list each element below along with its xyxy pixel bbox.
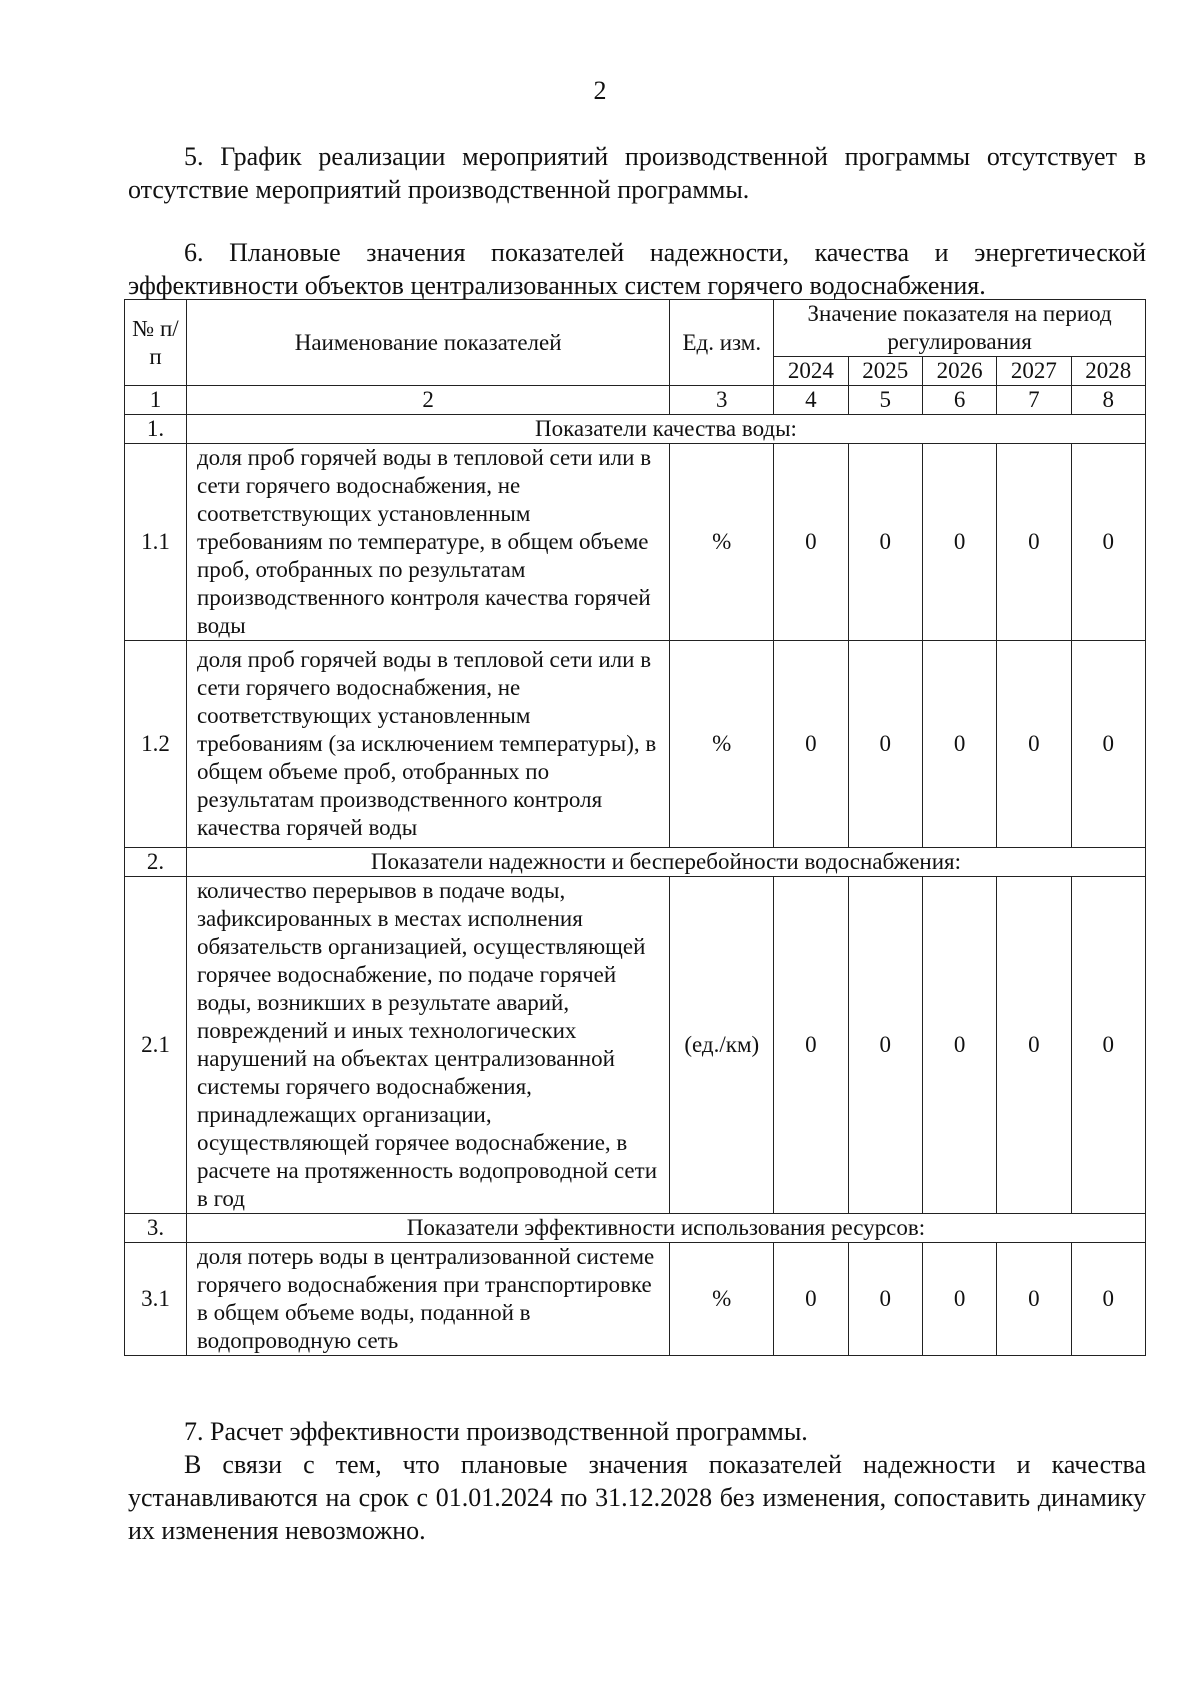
column-number: 8 <box>1071 386 1145 415</box>
indicator-value: 0 <box>848 444 922 641</box>
column-numbers-row <box>125 386 1146 415</box>
header-row <box>125 300 1146 357</box>
column-number: 7 <box>997 386 1071 415</box>
indicator-number: 1.2 <box>125 641 187 848</box>
indicator-value: 0 <box>997 877 1071 1214</box>
page-number: 2 <box>593 76 607 105</box>
indicator-value: 0 <box>1071 1243 1145 1356</box>
column-number: 4 <box>774 386 848 415</box>
indicator-value: 0 <box>997 444 1071 641</box>
indicator-name: доля проб горячей воды в тепловой сети или в сети горячего водоснабжения, не соответствующих установленным требованиям по температуре, в общем объеме проб, отобранных по результатам производственного контроля качества горячей воды <box>186 444 669 641</box>
indicator-name: количество перерывов в подаче воды, зафиксированных в местах исполнения обязательств организацией, осуществляющей горячее водоснабжение, по подаче горячей воды, возникших в результате аварий, повреждений и иных технологических нарушений на объектах централизованной системы горячего водоснабжения, принадлежащих организации, осуществляющей горячее водоснабжение, в расчете на протяженность водопроводной сети в год <box>186 877 669 1214</box>
section-title: Показатели надежности и бесперебойности водоснабжения: <box>186 848 1145 877</box>
indicator-unit: % <box>670 1243 774 1356</box>
indicator-number: 2.1 <box>125 877 187 1214</box>
indicator-row <box>125 877 1146 1214</box>
indicator-row <box>125 641 1146 848</box>
header-year: 2026 <box>922 357 996 386</box>
section-row <box>125 1214 1146 1243</box>
header-year: 2027 <box>997 357 1071 386</box>
header-year: 2025 <box>848 357 922 386</box>
indicator-value: 0 <box>922 877 996 1214</box>
indicator-value: 0 <box>1071 877 1145 1214</box>
indicator-value: 0 <box>922 641 996 848</box>
section-7-title: 7. Расчет эффективности производственной программы. <box>184 1417 808 1446</box>
header-name: Наименование показателей <box>186 300 669 386</box>
section-5-paragraph <box>128 140 1146 206</box>
indicator-value: 0 <box>922 444 996 641</box>
indicators-table <box>124 299 1146 1356</box>
section-row <box>125 415 1146 444</box>
header-period: Значение показателя на период регулирования <box>774 300 1146 357</box>
indicator-value: 0 <box>774 877 848 1214</box>
indicator-value: 0 <box>848 641 922 848</box>
indicator-value: 0 <box>997 1243 1071 1356</box>
indicator-unit: % <box>670 444 774 641</box>
indicator-value: 0 <box>848 1243 922 1356</box>
indicator-value: 0 <box>774 1243 848 1356</box>
indicator-name: доля проб горячей воды в тепловой сети или в сети горячего водоснабжения, не соответствующих установленным требованиям (за исключением температуры), в общем объеме проб, отобранных по результатам производственного контроля качества горячей воды <box>186 641 669 848</box>
indicator-value: 0 <box>774 444 848 641</box>
section-5-text: 5. График реализации мероприятий производственной программы отсутствует в отсутствие мероприятий производственной программы. <box>128 142 1146 204</box>
section-number: 1. <box>125 415 187 444</box>
indicator-value: 0 <box>1071 641 1145 848</box>
column-number: 2 <box>186 386 669 415</box>
section-6-text: 6. Плановые значения показателей надежности, качества и энергетической эффективности объектов централизованных систем горячего водоснабжения. <box>128 238 1146 300</box>
header-num: № п/п <box>125 300 187 386</box>
indicator-row <box>125 1243 1146 1356</box>
column-number: 1 <box>125 386 187 415</box>
indicator-value: 0 <box>848 877 922 1214</box>
section-6-paragraph <box>128 236 1146 302</box>
indicator-value: 0 <box>774 641 848 848</box>
indicator-unit: (ед./км) <box>670 877 774 1214</box>
header-unit: Ед. изм. <box>670 300 774 386</box>
header-year: 2028 <box>1071 357 1145 386</box>
indicator-unit: % <box>670 641 774 848</box>
header-year: 2024 <box>774 357 848 386</box>
column-number: 6 <box>922 386 996 415</box>
indicator-value: 0 <box>1071 444 1145 641</box>
indicators-table-body <box>125 300 1146 1356</box>
indicator-number: 3.1 <box>125 1243 187 1356</box>
column-number: 5 <box>848 386 922 415</box>
indicator-number: 1.1 <box>125 444 187 641</box>
section-number: 2. <box>125 848 187 877</box>
indicator-name: доля потерь воды в централизованной системе горячего водоснабжения при транспортировке в общем объеме воды, поданной в водопроводную сеть <box>186 1243 669 1356</box>
section-7-text: В связи с тем, что плановые значения показателей надежности и качества устанавливаются на срок с 01.01.2024 по 31.12.2028 без изменения, сопоставить динамику их изменения невозможно. <box>128 1450 1146 1545</box>
indicator-value: 0 <box>997 641 1071 848</box>
section-7-paragraph <box>128 1415 1146 1547</box>
section-number: 3. <box>125 1214 187 1243</box>
section-title: Показатели качества воды: <box>186 415 1145 444</box>
section-title: Показатели эффективности использования ресурсов: <box>186 1214 1145 1243</box>
column-number: 3 <box>670 386 774 415</box>
indicator-value: 0 <box>922 1243 996 1356</box>
indicator-row <box>125 444 1146 641</box>
section-row <box>125 848 1146 877</box>
